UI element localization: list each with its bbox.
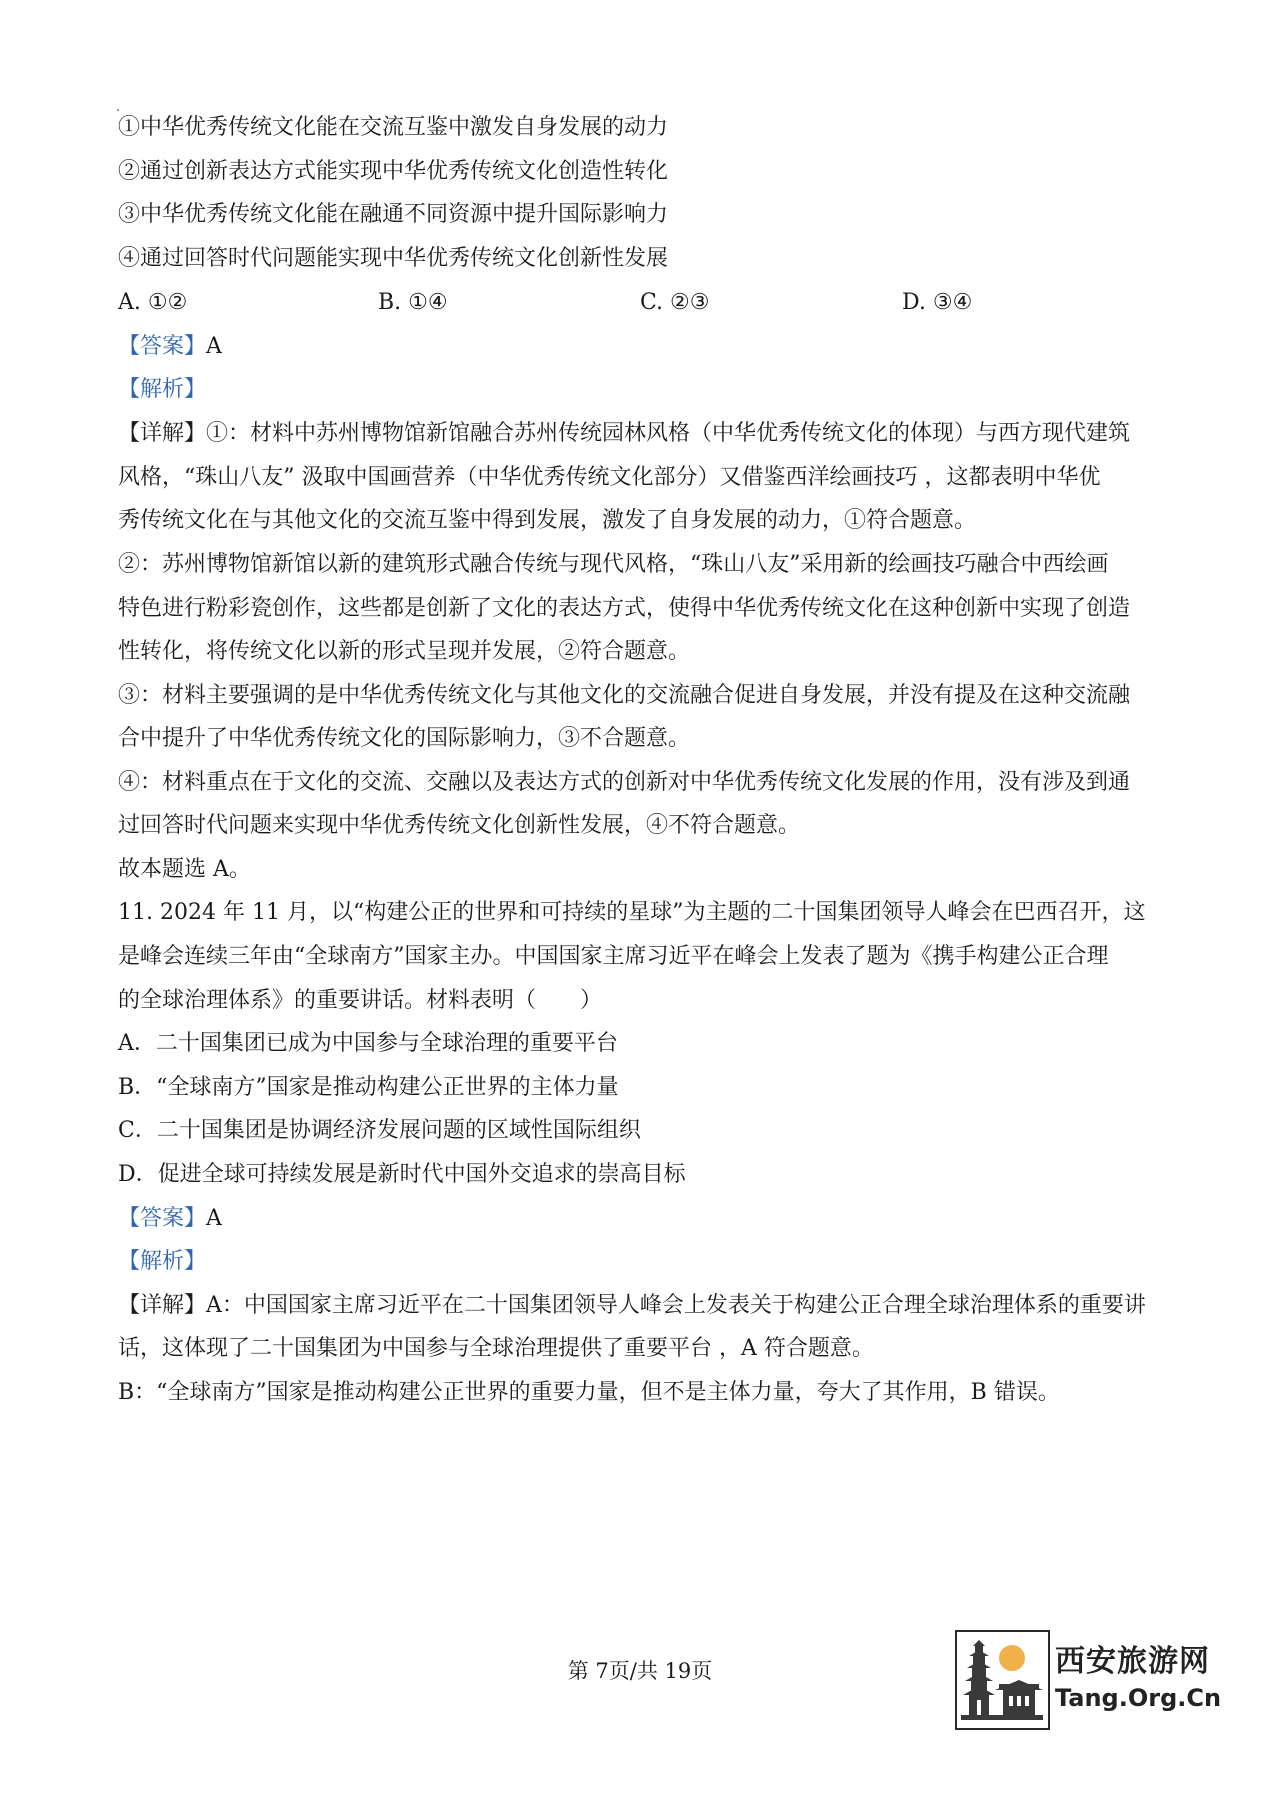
q11-option-c: C．二十国集团是协调经济发展问题的区域性国际组织 (118, 1118, 641, 1143)
q10-explain-line: ②：苏州博物馆新馆以新的建筑形式融合传统与现代风格，“珠山八友”采用新的绘画技巧融合中西绘画 (118, 552, 1109, 577)
q10-explain-line: 特色进行粉彩瓷创作，这些都是创新了文化的表达方式，使得中华优秀传统文化在这种创新中实现了创造 (118, 596, 1131, 621)
answer-value: A (206, 1206, 222, 1231)
statement-4: ④通过回答时代问题能实现中华优秀传统文化创新性发展 (118, 246, 669, 271)
q11-explain-line: B：“全球南方”国家是推动构建公正世界的重要力量，但不是主体力量，夸大了其作用，B 错误。 (118, 1380, 1060, 1405)
detail-tag: 【详解】 (118, 421, 207, 446)
site-logo (955, 1630, 1222, 1730)
q10-explain-line: ④：材料重点在于文化的交流、交融以及表达方式的创新对中华优秀传统文化发展的作用，没有涉及到通 (118, 770, 1131, 795)
q11-explain-line: 话，这体现了二十国集团为中国参与全球治理提供了重要平台 ，A 符合题意。 (118, 1336, 874, 1361)
q10-option-a: A. ①② (118, 290, 188, 315)
q10-explain-line: 过回答时代问题来实现中华优秀传统文化创新性发展，④不符合题意。 (118, 813, 801, 838)
statement-1: ①中华优秀传统文化能在交流互鉴中激发自身发展的动力 (118, 115, 669, 140)
pagoda-icon (955, 1630, 1050, 1730)
q10-option-d: D. ③④ (902, 290, 973, 315)
detail-tag: 【详解】 (118, 1293, 207, 1318)
q10-option-c: C. ②③ (640, 290, 710, 315)
page-footer: 第 7页/共 19页 (567, 1659, 713, 1683)
q10-explain-line: 【详解】①：材料中苏州博物馆新馆融合苏州传统园林风格（中华优秀传统文化的体现）与西方现代建筑 (118, 421, 1131, 446)
q11-stem-line: 的全球治理体系》的重要讲话。材料表明（ ） (118, 988, 603, 1013)
answer-tag: 【答案】 (118, 334, 207, 359)
q11-option-a: A．二十国集团已成为中国参与全球治理的重要平台 (118, 1031, 618, 1056)
q10-conclusion: 故本题选 A。 (118, 857, 251, 882)
q11-option-d: D．促进全球可持续发展是新时代中国外交追求的崇高目标 (118, 1162, 686, 1187)
q10-explain-line: 性转化，将传统文化以新的形式呈现并发展，②符合题意。 (118, 639, 691, 664)
q10-option-b: B. ①④ (378, 290, 448, 315)
q10-explain-line: 风格，“珠山八友” 汲取中国画营养（中华优秀传统文化部分）又借鉴西洋绘画技巧 ，这都表明中华优 (118, 465, 1101, 490)
q11-explain-line: 【详解】A：中国国家主席习近平在二十国集团领导人峰会上发表关于构建公正合理全球治理体系的重要讲 (118, 1293, 1146, 1318)
scan-mark (117, 109, 119, 111)
q11-stem-line: 11. 2024 年 11 月，以“构建公正的世界和可持续的星球”为主题的二十国集团领导人峰会在巴西召开，这 (118, 900, 1146, 925)
logo-url: Tang.Org.Cn (1055, 1684, 1222, 1712)
statement-2: ②通过创新表达方式能实现中华优秀传统文化创造性转化 (118, 159, 669, 184)
q11-stem-line: 是峰会连续三年由“全球南方”国家主办。中国国家主席习近平在峰会上发表了题为《携手构建公正合理 (118, 944, 1109, 969)
q10-explain-line: 秀传统文化在与其他文化的交流互鉴中得到发展，激发了自身发展的动力，①符合题意。 (118, 508, 977, 533)
q10-analysis-tag: 【解析】 (118, 377, 207, 402)
logo-title: 西安旅游网 (1055, 1644, 1210, 1679)
statement-3: ③中华优秀传统文化能在融通不同资源中提升国际影响力 (118, 202, 669, 227)
q11-option-b: B．“全球南方”国家是推动构建公正世界的主体力量 (118, 1075, 619, 1100)
answer-tag: 【答案】 (118, 1206, 207, 1231)
q11-analysis-tag: 【解析】 (118, 1249, 207, 1274)
q11-answer (118, 1204, 1168, 1234)
q10-explain-line: 合中提升了中华优秀传统文化的国际影响力，③不合题意。 (118, 726, 691, 751)
q10-answer (118, 332, 1168, 362)
answer-value: A (206, 334, 222, 359)
q10-explain-line: ③：材料主要强调的是中华优秀传统文化与其他文化的交流融合促进自身发展，并没有提及在这种交流融 (118, 683, 1131, 708)
